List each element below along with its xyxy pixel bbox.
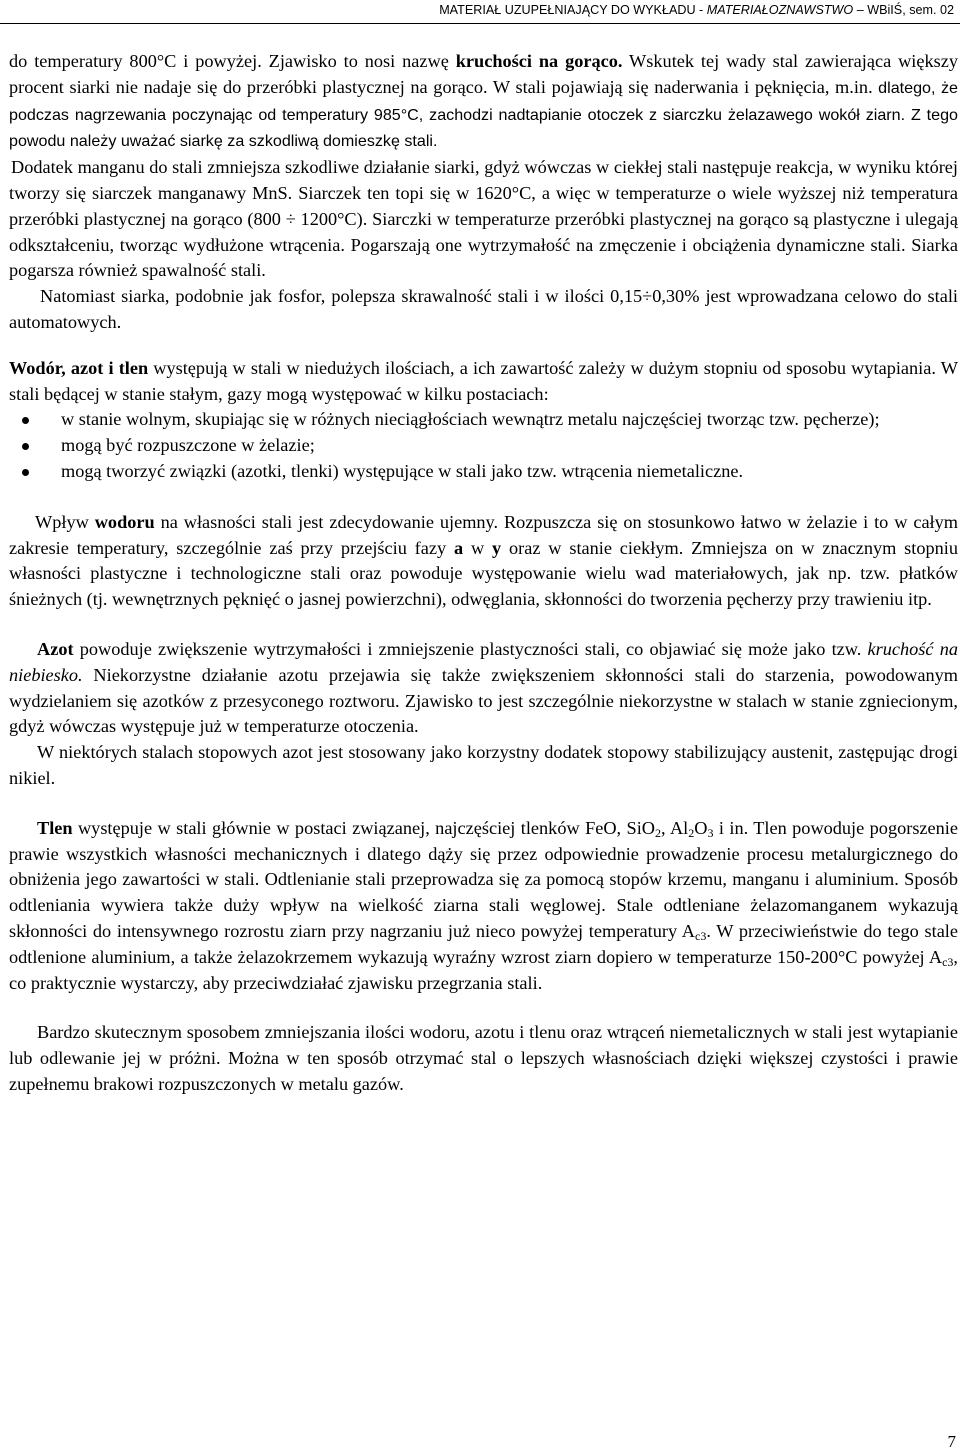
list-item-text: mogą tworzyć związki (azotki, tlenki) występujące w stali jako tzw. wtrącenia niemetaliczne. xyxy=(61,460,744,481)
subscript: 2 xyxy=(655,825,661,840)
text-span-sans: dlatego, że podczas nagrzewania poczynając od temperatury 985°C, zachodzi nadtapianie otoczek z siarczku żelazawego wokół ziarn. Z tego powodu należy uważać siarkę za szkodliwą domieszkę stali. xyxy=(9,78,958,151)
page-body xyxy=(9,49,958,1098)
list-item xyxy=(9,407,958,433)
text-span: oraz w stanie ciekłym. Zmniejsza on w znacznym stopniu własności plastyczne i technologiczne stali oraz powoduje występowanie wielu wad materiałowych, jak np. tzw. płatków śnieżnych (tj. wewnętrznych pęknięć o jasnej powierzchni), odwęglania, skłonności do tworzenia pęcherzy przy trawieniu itp. xyxy=(9,537,959,610)
text-span: Niekorzystne działanie azotu przejawia się także zwiększeniem skłonności stali do starzenia, powodowanym wydzielaniem się azotków z przesyconego roztworu. Zjawisko to jest szczególnie niekorzystne w stalach w stanie zgniecionym, gdyż wówczas występuje już w temperaturze otoczenia. xyxy=(9,664,958,737)
list-item-text: mogą być rozpuszczone w żelazie; xyxy=(61,435,315,456)
text-span: na własności stali jest zdecydowanie ujemny. Rozpuszcza się on stosunkowo łatwo w żelazie i to w całym zakresie temperatury, szczególnie zaś przy przejściu fazy xyxy=(9,511,958,558)
text-span: i in. Tlen powoduje pogorszenie prawie wszystkich własności mechanicznych i dlatego dąży się przez odpowiednie prowadzenie procesu metalurgicznego do obniżenia jego zawartości w stali. Odtlenianie stali przeprowadza się za pomocą stopów krzemu, manganu i aluminium. Sposób odtleniania wywiera także duży wpływ na wielkość ziarna stali węglowej. Stale odtleniane żelazomanganem wykazują skłonności do intensywnego rozrostu ziarn przy nagrzaniu już nieco powyżej temperatury A xyxy=(9,817,958,941)
page-number: 7 xyxy=(947,1432,956,1451)
text-span: występuje w stali głównie w postaci związanej, najczęściej tlenków FeO, SiO xyxy=(72,817,655,838)
paragraph-nitrogen-alloy: W niektórych stalach stopowych azot jest stosowany jako korzystny dodatek stopowy stabilizujący austenit, zastępując drogi nikiel. xyxy=(9,742,958,788)
phase-alpha: a xyxy=(453,537,464,558)
text-span: Wskutek tej wady stal zawierająca większy procent siarki nie nadaje się do przeróbki plastycznej na gorąco. W stali pojawiają się naderwania i pęknięcia, m.in. xyxy=(9,51,959,97)
text-span: , co praktycznie wystarczy, aby przeciwdziałać zjawisku przegrzania stali. xyxy=(9,946,958,993)
term-gases: Wodór, azot i tlen xyxy=(9,357,149,378)
subscript: c3 xyxy=(942,954,954,969)
header-subject: MATERIAŁOZNAWSTWO xyxy=(706,3,854,17)
text-span: w xyxy=(463,537,493,558)
paragraph-vacuum: Bardzo skutecznym sposobem zmniejszania ilości wodoru, azotu i tlenu oraz wtrąceń niemetalicznych w stali jest wytapianie lub odlewanie jej w próżni. Można w ten sposób otrzymać stal o lepszych własnościach dzięki większej czystości i prawie zupełnemu brakowi rozpuszczonych w metalu gazów. xyxy=(9,1022,958,1094)
paragraph-hydrogen xyxy=(9,510,958,613)
header-course: MATERIAŁ UZUPEŁNIAJĄCY DO WYKŁADU - xyxy=(439,3,707,17)
list-item-text: w stanie wolnym, skupiając się w różnych nieciągłościach wewnątrz metalu najczęściej tworząc tzw. pęcherze); xyxy=(61,409,880,430)
list-item xyxy=(9,433,958,459)
text-span: występują w stali w niedużych ilościach, a ich zawartość zależy w dużym stopniu od sposobu wytapiania. W stali będącej w stanie stałym, gazy mogą występować w kilku postaciach: xyxy=(9,357,958,404)
bullet-icon xyxy=(22,417,29,424)
text-span: Dodatek manganu do stali zmniejsza szkodliwe działanie siarki, gdyż wówczas w ciekłej stali następuje reakcja, w wyniku której tworzy się siarczek manganawy MnS. xyxy=(9,157,958,203)
subscript: 2 xyxy=(688,825,695,840)
subscript: c3 xyxy=(695,928,707,943)
paragraph-sulfur-hot-shortness xyxy=(9,49,958,284)
subscript: 3 xyxy=(707,825,714,840)
term-oxygen: Tlen xyxy=(37,817,73,838)
text-span: Wpływ xyxy=(35,511,95,532)
list-item xyxy=(9,459,958,485)
term-hot-shortness: kruchości na gorąco. xyxy=(455,51,623,71)
text-span: O xyxy=(694,817,708,838)
paragraph-machinability: Natomiast siarka, podobnie jak fosfor, polepsza skrawalność stali i w ilości 0,15÷0,30% jest wprowadzana celowo do stali automatowych. xyxy=(9,286,958,332)
text-span: . W przeciwieństwie do tego stale odtlenione aluminium, a także żelazokrzemem wykazują wyraźny wzrost ziarn dopiero w temperaturze 150-200°C powyżej A xyxy=(9,920,959,967)
header-faculty: – WBiIŚ, sem. 02 xyxy=(853,3,954,17)
text-span: , Al xyxy=(661,817,689,838)
phase-gamma: y xyxy=(492,537,502,558)
page-header xyxy=(0,0,960,24)
paragraph-nitrogen xyxy=(9,637,958,740)
gas-forms-list xyxy=(9,407,958,484)
term-blue-brittleness: kruchość na niebiesko. xyxy=(9,638,958,685)
text-span: do temperatury 800°C i powyżej. Zjawisko to nosi nazwę xyxy=(9,51,456,71)
bullet-icon xyxy=(22,469,29,476)
paragraph-oxygen xyxy=(9,816,958,997)
term-nitrogen: Azot xyxy=(37,638,74,659)
bullet-icon xyxy=(22,443,29,450)
text-span: powoduje zwiększenie wytrzymałości i zmniejszenie plastyczności stali, co objawiać się może jako tzw. xyxy=(73,638,868,659)
text-span: Siarczek ten topi się w 1620°C, a więc w temperaturze o wiele wyższej niż temperatura przeróbki plastycznej na gorąco (800 ÷ 1200°C). Siarczki w temperaturze przeróbki plastycznej na gorąco są plastyczne i ulegają odkształceniu, tworząc wydłużone wtrącenia. Pogarszają one wytrzymałość na zmęczenie i obciążenia dynamiczne stali. Siarka pogarsza również spawalność stali. xyxy=(9,182,958,281)
paragraph-gases-intro xyxy=(9,356,958,408)
term-hydrogen: wodoru xyxy=(94,511,155,532)
